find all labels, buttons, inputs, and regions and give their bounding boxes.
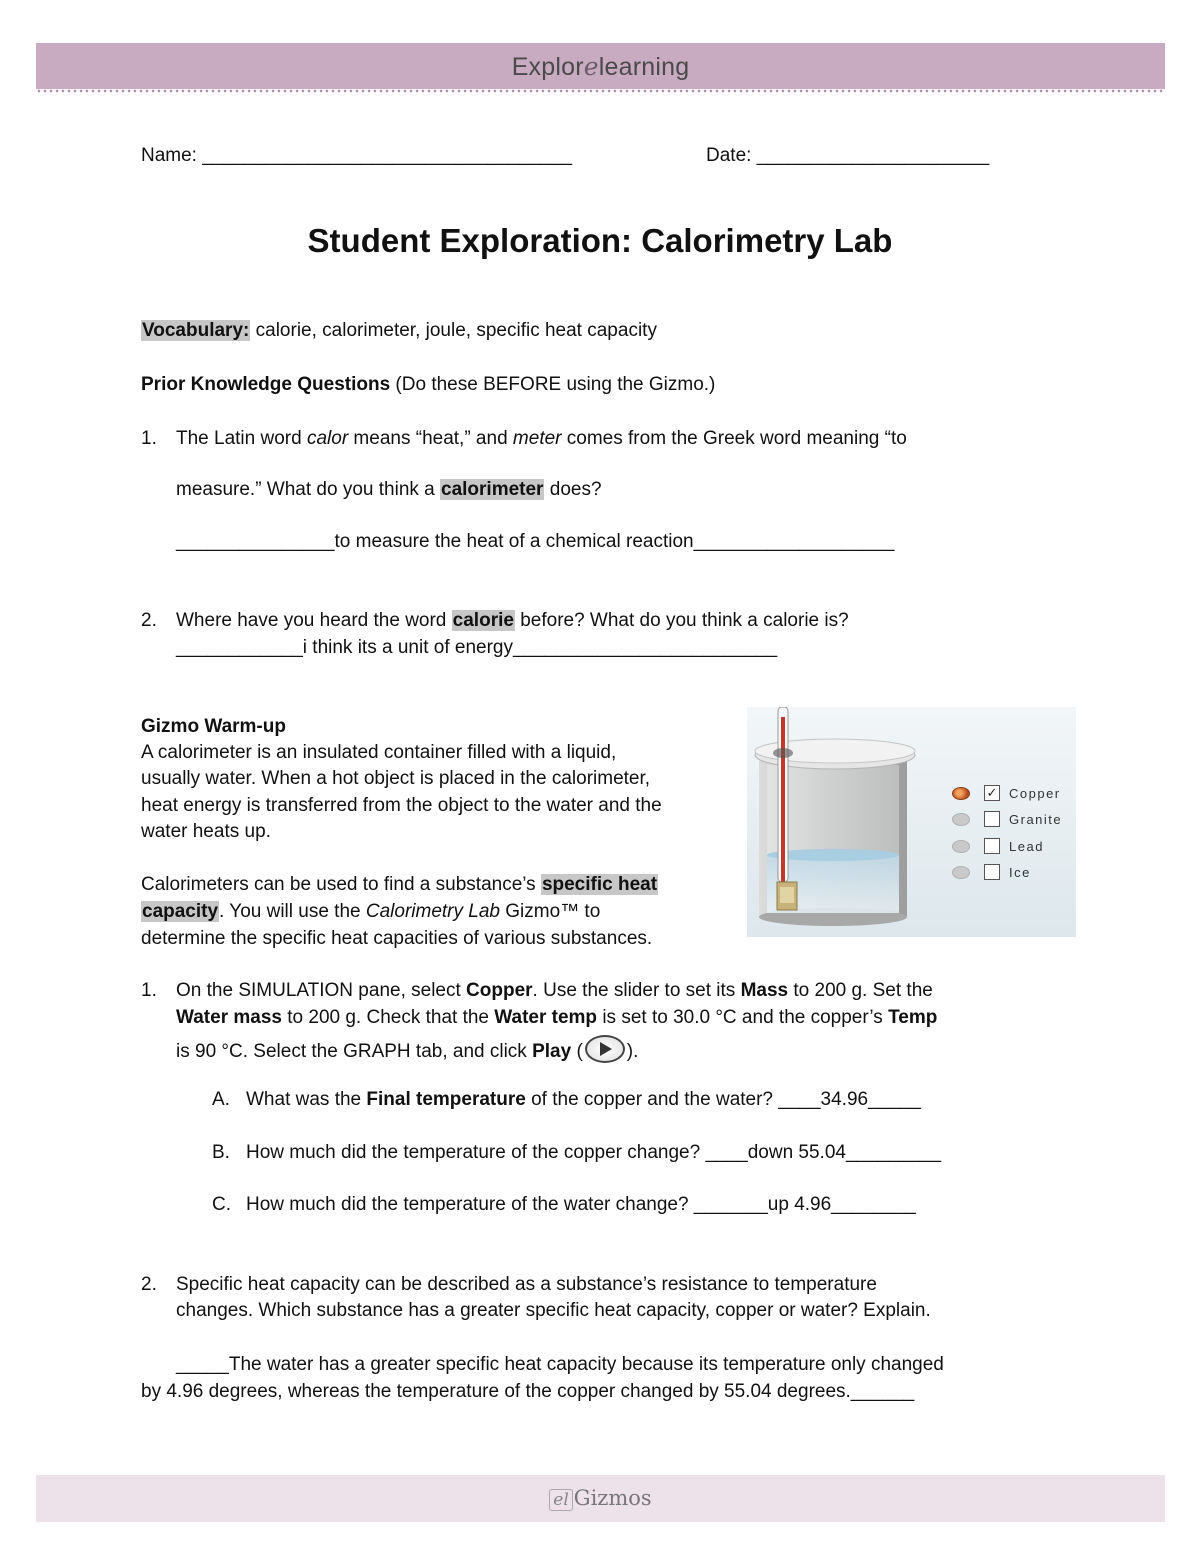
capacity-term: capacity (142, 901, 219, 922)
header-dotted-rule (36, 89, 1165, 93)
warmup-paragraph-line: water heats up. (141, 821, 271, 842)
question-number: 2. (141, 1274, 157, 1295)
question-number: 1. (141, 980, 157, 1001)
w2-text-line2: changes. Which substance has a greater specific heat capacity, copper or water? Explain. (176, 1300, 931, 1321)
warmup-paragraph-line: heat energy is transferred from the object to the water and the (141, 795, 662, 816)
checkbox-icon (984, 811, 1000, 827)
gizmo-legend-item: ✓ Copper (952, 785, 1061, 801)
question-number: 2. (141, 610, 157, 631)
copper-indicator-icon (952, 787, 970, 800)
warmup-p2-line2: capacity. You will use the Calorimetry Lab Gizmo™ to (142, 901, 601, 922)
w2-answer-line1[interactable]: _____The water has a greater specific heat capacity because its temperature only changed (176, 1354, 944, 1375)
checkbox-icon (984, 864, 1000, 880)
w1-text-line1: On the SIMULATION pane, select Copper. Use the slider to set its Mass to 200 g. Set the (176, 980, 933, 1001)
gizmos-logo: el Gizmos (36, 1486, 1165, 1511)
subquestion-b[interactable]: How much did the temperature of the copper change? ____down 55.04_________ (246, 1142, 942, 1163)
subquestion-letter: B. (212, 1142, 230, 1163)
q2-text: Where have you heard the word calorie before? What do you think a calorie is? (176, 610, 849, 631)
w2-answer-line2[interactable]: by 4.96 degrees, whereas the temperature of the copper changed by 55.04 degrees.______ (141, 1381, 915, 1402)
calorimeter-term: calorimeter (441, 479, 544, 500)
explorelearning-logo: Explorelearning (511, 52, 690, 81)
lead-indicator-icon (952, 840, 970, 853)
ice-indicator-icon (952, 866, 970, 879)
warmup-p2-line1: Calorimeters can be used to find a substance’s specific heat (141, 874, 658, 895)
play-icon (585, 1035, 625, 1063)
subquestion-letter: A. (212, 1089, 230, 1110)
question-number: 1. (141, 428, 157, 449)
q1-text-line1: The Latin word calor means “heat,” and meter comes from the Greek word meaning “to (176, 428, 907, 449)
subquestion-a[interactable]: What was the Final temperature of the copper and the water? ____34.96_____ (246, 1089, 921, 1110)
prior-knowledge-heading: Prior Knowledge Questions (Do these BEFORE using the Gizmo.) (141, 374, 716, 395)
q2-answer[interactable]: ____________i think its a unit of energy_________________________ (176, 637, 778, 658)
header-banner (36, 43, 1165, 89)
calorimeter-gizmo-image (747, 707, 1076, 937)
footer-banner (36, 1475, 1165, 1522)
warmup-p2-line3: determine the specific heat capacities of various substances. (141, 928, 653, 949)
w2-text-line1: Specific heat capacity can be described as a substance’s resistance to temperature (176, 1274, 877, 1295)
gizmos-logo-icon: el (549, 1489, 573, 1511)
q1-answer[interactable]: _______________to measure the heat of a chemical reaction___________________ (176, 531, 895, 552)
granite-indicator-icon (952, 813, 970, 826)
q1-text-line2: measure.” What do you think a calorimeter does? (176, 479, 602, 500)
gizmo-legend-item: Ice (952, 864, 1031, 880)
vocabulary-label: Vocabulary: (142, 320, 250, 341)
checkbox-icon (984, 838, 1000, 854)
warmup-heading: Gizmo Warm-up (141, 716, 286, 737)
gizmo-legend-item: Lead (952, 838, 1044, 854)
name-field[interactable]: Name: ___________________________________ (141, 145, 573, 166)
date-field[interactable]: Date: ______________________ (706, 145, 990, 166)
w1-text-line2: Water mass to 200 g. Check that the Water temp is set to 30.0 °C and the copper’s Temp (176, 1007, 938, 1028)
page-title: Student Exploration: Calorimetry Lab (307, 222, 893, 259)
specific-heat-term: specific heat (541, 874, 658, 895)
w1-text-line3: is 90 °C. Select the GRAPH tab, and click Play ( ). (176, 1035, 638, 1063)
calorie-term: calorie (452, 610, 514, 631)
subquestion-c[interactable]: How much did the temperature of the water change? _______up 4.96________ (246, 1194, 916, 1215)
checkbox-checked-icon: ✓ (984, 785, 1000, 801)
warmup-paragraph-line: usually water. When a hot object is placed in the calorimeter, (141, 768, 651, 789)
vocabulary-line: Vocabulary: calorie, calorimeter, joule, specific heat capacity (142, 320, 657, 341)
gizmo-legend-item: Granite (952, 811, 1062, 827)
warmup-paragraph-line: A calorimeter is an insulated container filled with a liquid, (141, 742, 617, 763)
subquestion-letter: C. (212, 1194, 231, 1215)
